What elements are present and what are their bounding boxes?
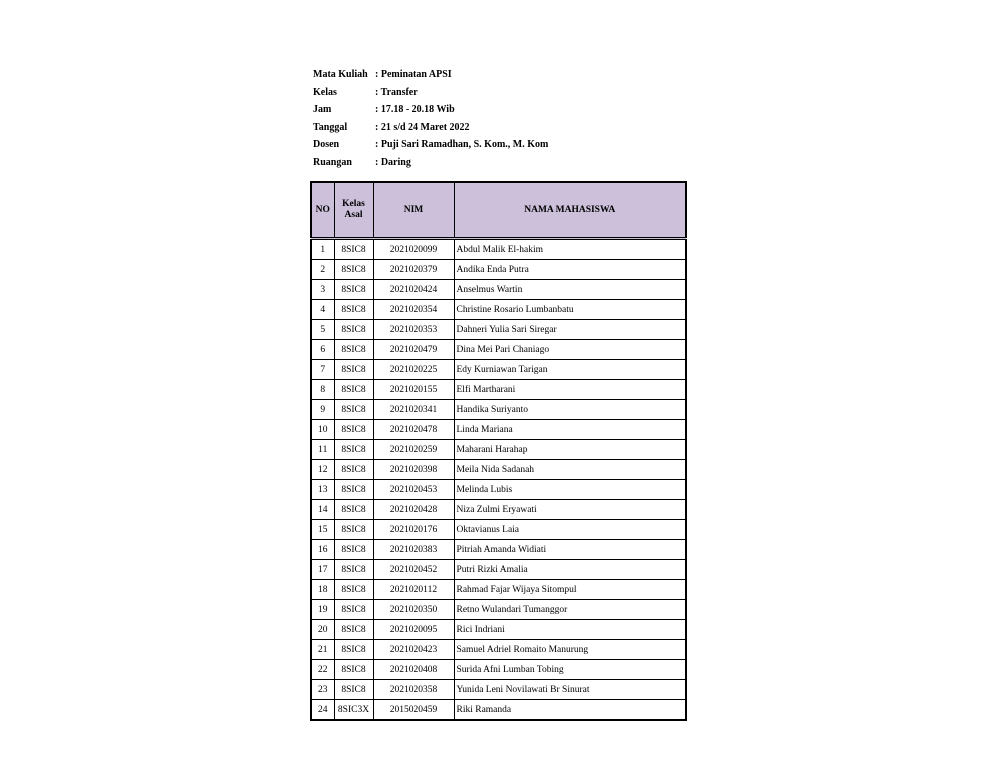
info-value: : Puji Sari Ramadhan, S. Kom., M. Kom: [375, 139, 549, 150]
cell-kelas-asal: 8SIC8: [334, 580, 373, 600]
table-row: [311, 480, 686, 500]
info-label: Jam: [313, 104, 332, 115]
cell-kelas-asal: 8SIC8: [334, 540, 373, 560]
cell-nim: 2021020479: [373, 340, 454, 360]
cell-nim: 2021020453: [373, 480, 454, 500]
table-row: [311, 380, 686, 400]
cell-nim: 2021020423: [373, 640, 454, 660]
cell-kelas-asal: 8SIC8: [334, 680, 373, 700]
cell-kelas-asal: 8SIC3X: [334, 700, 373, 721]
info-row-dosen: [313, 136, 548, 154]
info-row-tanggal: [313, 119, 548, 137]
cell-kelas-asal: 8SIC8: [334, 340, 373, 360]
table-row: [311, 260, 686, 280]
header-kelas-line1: Kelas: [342, 199, 365, 209]
table-row: [311, 300, 686, 320]
course-info-block: [313, 66, 548, 171]
cell-nama: Meila Nida Sadanah: [454, 460, 686, 480]
header-nama-mahasiswa: NAMA MAHASISWA: [454, 182, 686, 239]
cell-nama: Samuel Adriel Romaito Manurung: [454, 640, 686, 660]
cell-no: 11: [311, 440, 334, 460]
header-nim: NIM: [373, 182, 454, 239]
info-value: : 17.18 - 20.18 Wib: [375, 104, 455, 115]
cell-nama: Retno Wulandari Tumanggor: [454, 600, 686, 620]
cell-nama: Rahmad Fajar Wijaya Sitompul: [454, 580, 686, 600]
cell-nama: Surida Afni Lumban Tobing: [454, 660, 686, 680]
cell-no: 15: [311, 520, 334, 540]
table-row: [311, 560, 686, 580]
table-row: [311, 700, 686, 721]
table-row: [311, 340, 686, 360]
table-row: [311, 600, 686, 620]
cell-no: 13: [311, 480, 334, 500]
cell-nama: Yunida Leni Novilawati Br Sinurat: [454, 680, 686, 700]
cell-nim: 2015020459: [373, 700, 454, 721]
cell-nim: 2021020424: [373, 280, 454, 300]
cell-nim: 2021020099: [373, 239, 454, 260]
cell-kelas-asal: 8SIC8: [334, 440, 373, 460]
table-row: [311, 400, 686, 420]
cell-nim: 2021020398: [373, 460, 454, 480]
cell-nim: 2021020353: [373, 320, 454, 340]
cell-kelas-asal: 8SIC8: [334, 460, 373, 480]
cell-kelas-asal: 8SIC8: [334, 280, 373, 300]
info-label: Ruangan: [313, 156, 352, 168]
info-row-mata-kuliah: [313, 66, 548, 84]
cell-no: 12: [311, 460, 334, 480]
cell-nama: Anselmus Wartin: [454, 280, 686, 300]
cell-no: 10: [311, 420, 334, 440]
cell-kelas-asal: 8SIC8: [334, 660, 373, 680]
table-row: [311, 500, 686, 520]
info-label: Dosen: [313, 139, 340, 150]
cell-nama: Handika Suriyanto: [454, 400, 686, 420]
cell-nama: Rici Indriani: [454, 620, 686, 640]
cell-nim: 2021020408: [373, 660, 454, 680]
info-value: : 21 s/d 24 Maret 2022: [375, 121, 470, 133]
cell-no: 23: [311, 680, 334, 700]
cell-no: 21: [311, 640, 334, 660]
cell-kelas-asal: 8SIC8: [334, 320, 373, 340]
cell-nama: Elfi Martharani: [454, 380, 686, 400]
info-row-ruangan: [313, 154, 548, 172]
info-value: : Peminatan APSI: [375, 69, 452, 80]
cell-nim: 2021020383: [373, 540, 454, 560]
table-row: [311, 320, 686, 340]
cell-kelas-asal: 8SIC8: [334, 520, 373, 540]
cell-no: 16: [311, 540, 334, 560]
cell-nim: 2021020341: [373, 400, 454, 420]
cell-nim: 2021020225: [373, 360, 454, 380]
cell-kelas-asal: 8SIC8: [334, 300, 373, 320]
cell-nama: Putri Rizki Amalia: [454, 560, 686, 580]
cell-nama: Maharani Harahap: [454, 440, 686, 460]
cell-kelas-asal: 8SIC8: [334, 500, 373, 520]
info-value: : Transfer: [375, 86, 418, 98]
table-row: [311, 580, 686, 600]
table-row: [311, 440, 686, 460]
cell-nama: Niza Zulmi Eryawati: [454, 500, 686, 520]
cell-nim: 2021020176: [373, 520, 454, 540]
cell-kelas-asal: 8SIC8: [334, 620, 373, 640]
cell-no: 17: [311, 560, 334, 580]
cell-no: 5: [311, 320, 334, 340]
cell-nama: Edy Kurniawan Tarigan: [454, 360, 686, 380]
cell-nim: 2021020452: [373, 560, 454, 580]
cell-nim: 2021020350: [373, 600, 454, 620]
table-row: [311, 280, 686, 300]
cell-no: 24: [311, 700, 334, 721]
table-row: [311, 360, 686, 380]
header-kelas-line2: Asal: [344, 210, 363, 220]
cell-nama: Andika Enda Putra: [454, 260, 686, 280]
info-row-jam: [313, 101, 548, 119]
table-row: [311, 620, 686, 640]
cell-nama: Christine Rosario Lumbanbatu: [454, 300, 686, 320]
cell-nim: 2021020155: [373, 380, 454, 400]
cell-nama: Dina Mei Pari Chaniago: [454, 340, 686, 360]
cell-no: 4: [311, 300, 334, 320]
cell-kelas-asal: 8SIC8: [334, 480, 373, 500]
cell-nama: Linda Mariana: [454, 420, 686, 440]
info-label: Tanggal: [313, 121, 348, 133]
cell-no: 1: [311, 239, 334, 260]
table-row: [311, 239, 686, 260]
header-no: NO: [311, 182, 334, 239]
cell-kelas-asal: 8SIC8: [334, 260, 373, 280]
roster-body: [311, 239, 686, 721]
info-label: Mata Kuliah: [313, 69, 368, 80]
cell-kelas-asal: 8SIC8: [334, 360, 373, 380]
cell-nim: 2021020478: [373, 420, 454, 440]
info-label: Kelas: [313, 86, 337, 98]
cell-no: 3: [311, 280, 334, 300]
cell-no: 22: [311, 660, 334, 680]
table-row: [311, 460, 686, 480]
cell-nim: 2021020379: [373, 260, 454, 280]
cell-kelas-asal: 8SIC8: [334, 239, 373, 260]
cell-no: 6: [311, 340, 334, 360]
cell-nim: 2021020428: [373, 500, 454, 520]
cell-no: 9: [311, 400, 334, 420]
cell-nim: 2021020358: [373, 680, 454, 700]
cell-nim: 2021020354: [373, 300, 454, 320]
header-kelas-asal: [334, 182, 373, 239]
cell-nim: 2021020112: [373, 580, 454, 600]
cell-no: 8: [311, 380, 334, 400]
table-row: [311, 680, 686, 700]
table-row: [311, 660, 686, 680]
cell-nama: Pitriah Amanda Widiati: [454, 540, 686, 560]
cell-no: 7: [311, 360, 334, 380]
table-row: [311, 540, 686, 560]
cell-kelas-asal: 8SIC8: [334, 640, 373, 660]
cell-nim: 2021020095: [373, 620, 454, 640]
cell-no: 14: [311, 500, 334, 520]
cell-no: 18: [311, 580, 334, 600]
cell-nama: Abdul Malik El-hakim: [454, 239, 686, 260]
cell-no: 19: [311, 600, 334, 620]
info-row-kelas: [313, 84, 548, 102]
cell-no: 20: [311, 620, 334, 640]
cell-nama: Melinda Lubis: [454, 480, 686, 500]
info-value: : Daring: [375, 156, 411, 168]
cell-nama: Riki Ramanda: [454, 700, 686, 721]
cell-kelas-asal: 8SIC8: [334, 600, 373, 620]
cell-kelas-asal: 8SIC8: [334, 560, 373, 580]
table-row: [311, 640, 686, 660]
cell-kelas-asal: 8SIC8: [334, 380, 373, 400]
cell-nama: Dahneri Yulia Sari Siregar: [454, 320, 686, 340]
table-header-row: [311, 182, 686, 239]
cell-nama: Oktavianus Laia: [454, 520, 686, 540]
cell-kelas-asal: 8SIC8: [334, 420, 373, 440]
table-row: [311, 420, 686, 440]
cell-kelas-asal: 8SIC8: [334, 400, 373, 420]
cell-nim: 2021020259: [373, 440, 454, 460]
student-roster-table: [310, 181, 687, 721]
table-row: [311, 520, 686, 540]
cell-no: 2: [311, 260, 334, 280]
